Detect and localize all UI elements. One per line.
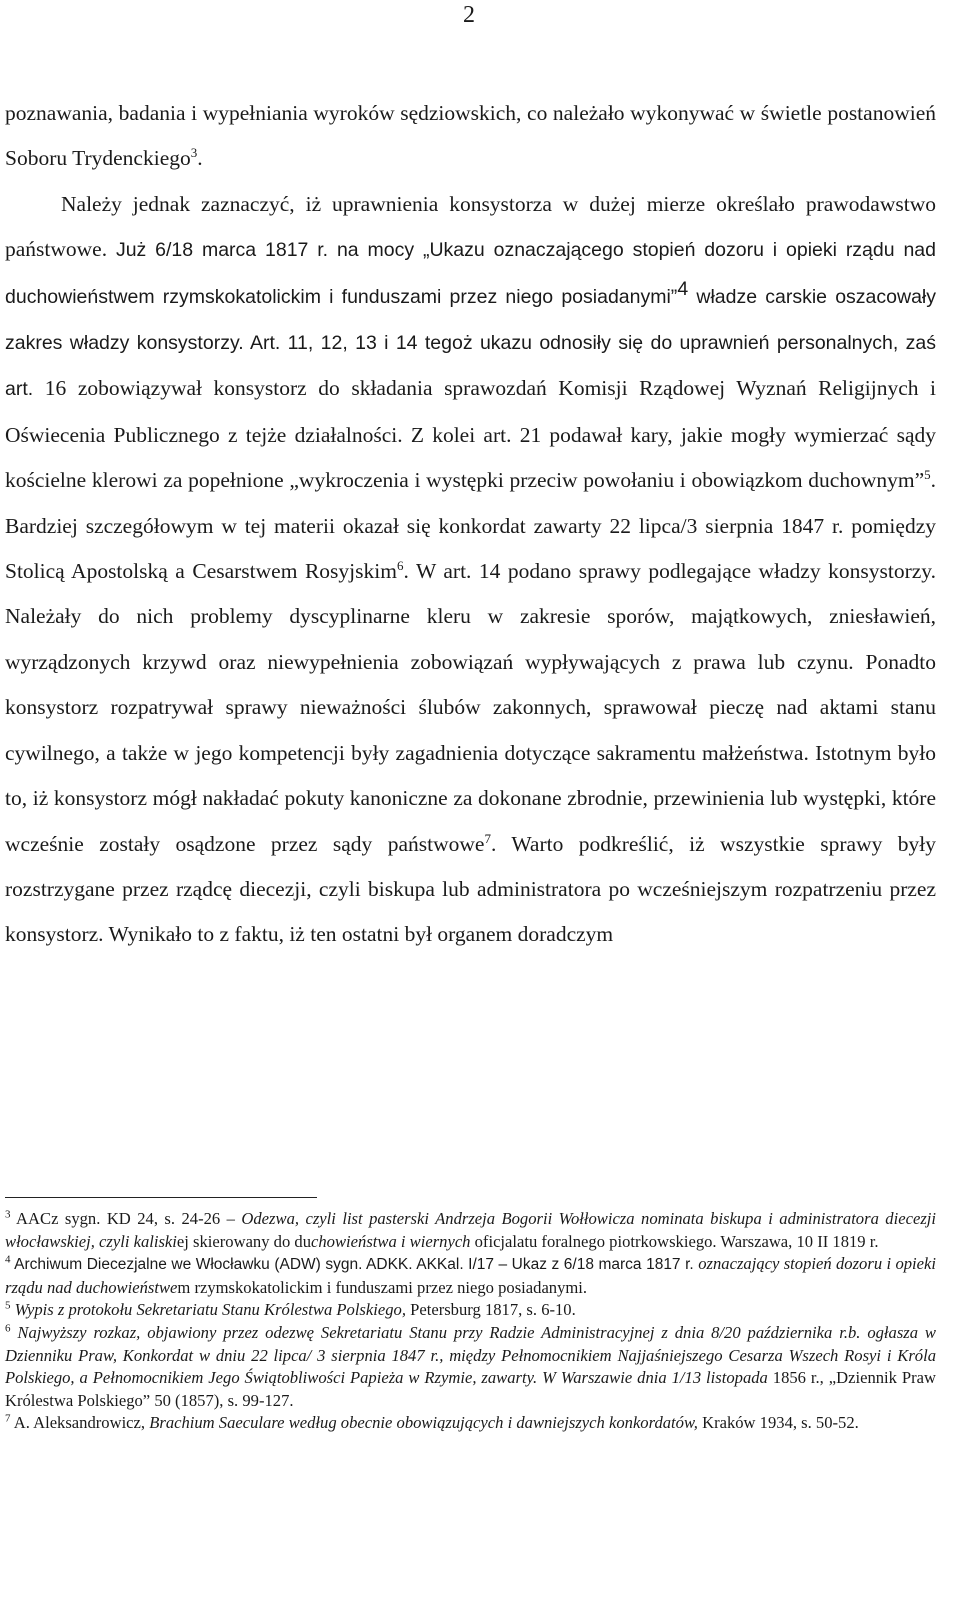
footnote-text: Odezwa, czyli list pasterski Andrzeja Bogorii Wołłowicza nominata biskupa i administratora diecezji włocławskiej, czyli kaliski [5, 1209, 936, 1251]
paragraph-text: . Bardziej szczegółowym w tej materii okazał się konkordat zawarty 22 lipca/3 sierpnia 1847 r. pomiędzy Stolicą Apostolską a Cesarstwem Rosyjskim [5, 468, 936, 584]
footnote-number: 3 [5, 1208, 11, 1221]
paragraph-text: . Warto podkreślić, iż wszystkie sprawy były rozstrzygane przez rządcę diecezji, czyli biskupa lub administratora po wcześniejszym rozpatrzeniu przez konsystorz. Wynikało to z faktu, iż ten ostatni był organem doradczym [5, 831, 937, 947]
footnote-text: Petersburg 1817, s. 6-10. [405, 1300, 576, 1320]
footnotes [5, 1208, 936, 1435]
footnote-ref-5: 5 [924, 467, 931, 483]
footnote-text: Kraków 1934, s. 50-52. [697, 1413, 859, 1433]
paragraph-text: . [197, 146, 203, 171]
footnote-number: 4 [5, 1253, 11, 1266]
footnote-number: 6 [5, 1322, 11, 1335]
paragraph-text: . W art. 14 podano sprawy podlegające władzy konsystorzy. Należały do nich problemy dyscyplinarne kleru w zakresie sporów, majątkowych, zniesławień, wyrządzonych krzywd oraz niewypełnienia zobowiązań wypływających z prawa lub czynu. Ponadto konsystorz rozpatrywał sprawy nieważności ślubów zakonnych, sprawował pieczę nad aktami stanu cywilnego, a także w jego kompetencji były zagadnienia dotyczące sakramentu małżeństwa. Istotnym było to, iż konsystorz mógł nakładać pokuty kanoniczne za dokonane zbrodnie, przewinienia lub występki, które wcześnie zostały osądzone przez sądy państwowe [5, 559, 937, 856]
page-number: 2 [463, 2, 475, 28]
paragraph-text: 16 zobowiązywał konsystorz do składania sprawozdań Komisji Rządowej Wyznań Religijnych i Oświecenia Publicznego z tejże działalności. Z kolei art. 21 podawał kary, jakie mogły wymierzać sądy kościelne klerowi za popełnione „wykroczenia i występki przeciw powołaniu i obowiązkom duchownym” [5, 376, 937, 493]
footnote-text: Wypis z protokołu Sekretariatu Stanu Królestwa Polskiego, [14, 1300, 406, 1320]
footnote-number: 7 [5, 1412, 11, 1425]
footnote-6 [5, 1322, 936, 1412]
footnote-4 [5, 1253, 936, 1299]
body-text [5, 91, 936, 958]
footnote-text: Brachium Saeculare według obecnie obowiązujących i dawniejszych konkordatów, [149, 1413, 698, 1433]
paragraph-text: Należy jednak zaznaczyć, iż uprawnienia konsystorza w dużej mierze określało prawodawstwo państwowe. [5, 191, 936, 262]
footnote-text: oznaczający stopień dozoru i opieki rządu nad duchowieństwe [5, 1254, 937, 1297]
footnote-text: A. Aleksandrowicz, [10, 1413, 150, 1433]
footnote-ref-3: 3 [190, 145, 198, 161]
footnote-text: m rzymskokatolickim i funduszami przez niego posiadanymi. [177, 1277, 588, 1297]
footnote-separator [5, 1197, 317, 1198]
footnote-text: 1856 r., „Dziennik Praw Królestwa Polskiego” 50 (1857), s. 99-127. [5, 1368, 937, 1410]
footnote-5 [5, 1299, 936, 1322]
paragraph-text: władze carskie oszacowały zakres władzy konsystorzy. Art. 11, 12, 13 i 14 tegoż ukazu odnosiły się do uprawnień personalnych, zaś art. [5, 285, 936, 401]
footnote-3 [5, 1208, 936, 1253]
paragraph-text: poznawania, badania i wypełniania wyroków sędziowskich, co należało wykonywać w świetle postanowień Soboru Trydenckiego [5, 101, 936, 171]
paragraph-1 [5, 91, 936, 182]
footnote-number: 5 [5, 1299, 11, 1312]
footnote-text: oficjalatu foralnego piotrkowskiego. Warszawa, 10 II 1819 r. [470, 1231, 879, 1251]
footnote-text: Najwyższy rozkaz, objawiony przez odezwę Sekretariatu Stanu przy Radzie Administracyjnej z dnia 8/20 października r.b. ogłasza w Dzienniku Praw, Konkordat w dniu 22 lipca/ 3 sierpnia 1847 r., między Pełnomocnikiem Najjaśniejszego Cesarza Wszech Rosyi i Króla Polskiego, a Pełnomocnikiem Jego Świątobliwości Papieża w Rzymie, zawarty. W Warszawie dnia 1/13 listopada [5, 1322, 937, 1388]
footnote-ref-4: 4 [677, 277, 689, 300]
paragraph-text: Już 6/18 marca 1817 r. na mocy „Ukazu oznaczającego stopień dozoru i opieki rządu nad duchowieństwem rzymskokatolickim i funduszami przez niego posiadanymi” [5, 239, 936, 308]
paragraph-2 [5, 182, 936, 958]
footnote-ref-6: 6 [396, 557, 404, 573]
footnote-text: Archiwum Diecezjalne we Włocławku (ADW) sygn. ADKK. AKKal. I/17 – Ukaz z 6/18 marca 1817 r. [10, 1256, 699, 1274]
footnote-7 [5, 1412, 936, 1435]
footnote-text: AACz sygn. KD 24, s. 24-26 – [10, 1209, 242, 1228]
footnote-ref-7: 7 [484, 830, 491, 846]
footnote-text: ej skierowany do du [176, 1231, 312, 1251]
footnote-text: chowieństwa i wiernych [311, 1231, 471, 1251]
